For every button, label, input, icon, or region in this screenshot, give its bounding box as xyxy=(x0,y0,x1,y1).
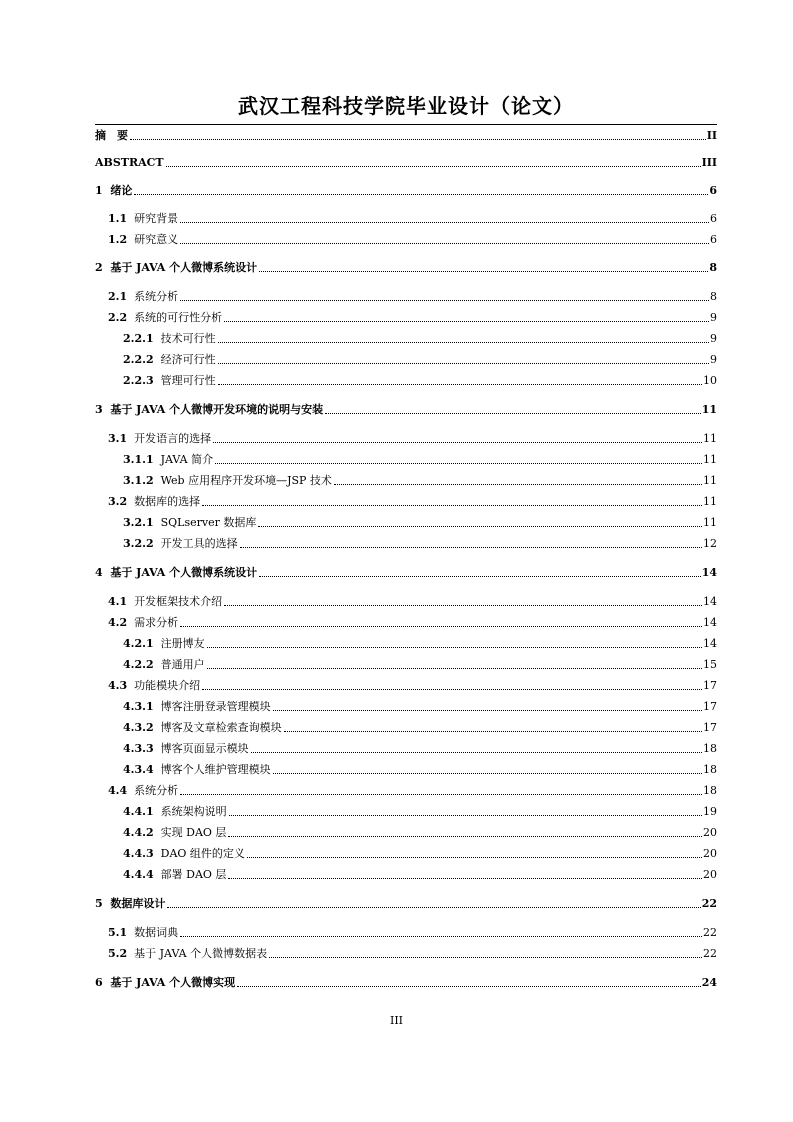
toc-entry-page: 22 xyxy=(703,947,717,960)
toc-entry[interactable] xyxy=(123,802,717,820)
toc-entry-page: III xyxy=(701,156,717,169)
toc-entry-title xyxy=(123,452,214,468)
toc-entry-page: 18 xyxy=(703,763,717,776)
toc-entry-title xyxy=(108,594,223,610)
toc-entry-number: 2.1 xyxy=(108,290,128,303)
toc-entry-text: 实现 DAO 层 xyxy=(160,826,227,839)
toc-entry[interactable] xyxy=(95,894,717,912)
toc-entry-number: 4.2 xyxy=(108,616,128,629)
toc-dot-leader xyxy=(284,731,702,732)
toc-entry-text: 开发工具的选择 xyxy=(160,537,238,550)
toc-dot-leader xyxy=(167,907,700,908)
toc-entry-text: 基于 JAVA 个人微博系统设计 xyxy=(110,261,258,274)
toc-entry-text: 基于 JAVA 个人微博实现 xyxy=(110,976,236,989)
toc-dot-leader xyxy=(269,957,702,958)
toc-entry-text: 系统分析 xyxy=(134,290,179,303)
toc-entry-text: 博客个人维护管理模块 xyxy=(160,763,271,776)
toc-entry[interactable] xyxy=(108,230,717,248)
toc-dot-leader xyxy=(224,321,709,322)
toc-entry-page: 11 xyxy=(703,474,717,487)
toc-entry-title xyxy=(95,975,236,991)
toc-entry-text: 经济可行性 xyxy=(160,353,216,366)
toc-entry[interactable] xyxy=(123,823,717,841)
toc-entry[interactable] xyxy=(95,153,717,171)
toc-entry-text: 注册博友 xyxy=(160,637,205,650)
toc-entry[interactable] xyxy=(108,944,717,962)
toc-entry[interactable] xyxy=(108,308,717,326)
toc-entry-title xyxy=(123,657,206,673)
toc-entry-text: 数据词典 xyxy=(134,926,179,939)
toc-entry[interactable] xyxy=(95,400,717,418)
toc-entry-page: 14 xyxy=(703,616,717,629)
toc-entry-number: 5.1 xyxy=(108,926,128,939)
toc-entry-number: 4.4.3 xyxy=(123,847,154,860)
toc-entry[interactable] xyxy=(108,613,717,631)
toc-dot-leader xyxy=(258,526,702,527)
toc-entry-text: 基于 JAVA 个人微博数据表 xyxy=(134,947,268,960)
toc-entry-page: 11 xyxy=(703,453,717,466)
toc-entry-text: 数据库的选择 xyxy=(134,495,201,508)
toc-dot-leader xyxy=(247,857,702,858)
toc-dot-leader xyxy=(229,815,702,816)
toc-entry-title xyxy=(95,128,129,144)
toc-entry[interactable] xyxy=(123,350,717,368)
toc-entry-number: 6 xyxy=(95,976,103,989)
toc-entry-text: JAVA 简介 xyxy=(160,453,214,466)
toc-entry[interactable] xyxy=(108,781,717,799)
toc-entry-number: 4.4.4 xyxy=(123,868,154,881)
toc-entry-number: 3.2.2 xyxy=(123,537,154,550)
toc-entry-number: 1.2 xyxy=(108,233,128,246)
toc-entry-page: 8 xyxy=(710,290,717,303)
toc-entry-number: 4.4 xyxy=(108,784,128,797)
toc-dot-leader xyxy=(224,605,702,606)
toc-entry[interactable] xyxy=(123,718,717,736)
toc-entry-page: 10 xyxy=(703,374,717,387)
toc-entry-page: 22 xyxy=(701,897,717,910)
toc-entry-page: 6 xyxy=(710,233,717,246)
toc-entry-page: 20 xyxy=(703,847,717,860)
toc-entry-page: 9 xyxy=(710,311,717,324)
toc-entry-title xyxy=(123,846,246,862)
toc-entry[interactable] xyxy=(123,844,717,862)
toc-entry-number: 1.1 xyxy=(108,212,128,225)
toc-dot-leader xyxy=(259,576,701,577)
toc-entry-text: 基于 JAVA 个人微博开发环境的说明与安装 xyxy=(110,403,324,416)
toc-entry-title xyxy=(123,804,228,820)
toc-entry-number: 3.1.2 xyxy=(123,474,154,487)
toc-entry-text: 开发语言的选择 xyxy=(134,432,212,445)
toc-entry[interactable] xyxy=(123,634,717,652)
toc-entry-text: 博客页面显示模块 xyxy=(160,742,249,755)
toc-entry-page: 11 xyxy=(703,432,717,445)
toc-entry-page: 15 xyxy=(703,658,717,671)
toc-entry-title xyxy=(123,867,227,883)
toc-entry-number: 4.2.1 xyxy=(123,637,154,650)
toc-entry[interactable] xyxy=(108,592,717,610)
toc-entry-text: 部署 DAO 层 xyxy=(160,868,227,881)
toc-entry-number: 4 xyxy=(95,566,103,579)
toc-entry-title xyxy=(108,946,268,962)
toc-dot-leader xyxy=(259,271,708,272)
toc-entry[interactable] xyxy=(108,209,717,227)
toc-entry-title xyxy=(95,896,166,912)
toc-entry-text: 研究意义 xyxy=(134,233,179,246)
toc-dot-leader xyxy=(334,484,702,485)
toc-entry[interactable] xyxy=(108,287,717,305)
toc-entry-page: 14 xyxy=(703,637,717,650)
toc-entry-page: 8 xyxy=(709,261,717,274)
toc-entry-text: 博客及文章检索查询模块 xyxy=(160,721,282,734)
toc-entry[interactable] xyxy=(123,471,717,489)
toc-entry[interactable] xyxy=(95,563,717,581)
toc-entry-text: 绪论 xyxy=(110,184,133,197)
toc-entry-page: 11 xyxy=(701,403,717,416)
toc-entry-text: 研究背景 xyxy=(134,212,179,225)
toc-entry[interactable] xyxy=(108,429,717,447)
toc-entry-number: 2.2.1 xyxy=(123,332,154,345)
toc-entry-page: 11 xyxy=(703,516,717,529)
toc-entry-text: 管理可行性 xyxy=(160,374,216,387)
toc-entry-page: 14 xyxy=(703,595,717,608)
toc-entry-text: 功能模块介绍 xyxy=(134,679,201,692)
toc-entry-page: 18 xyxy=(703,742,717,755)
toc-entry-page: 14 xyxy=(701,566,717,579)
toc-entry-number: 5 xyxy=(95,897,103,910)
toc-dot-leader xyxy=(180,936,702,937)
toc-entry-number: 4.3.4 xyxy=(123,763,154,776)
toc-entry-page: 12 xyxy=(703,537,717,550)
toc-entry[interactable] xyxy=(123,534,717,552)
toc-entry-number: 2.2 xyxy=(108,311,128,324)
toc-entry-page: 19 xyxy=(703,805,717,818)
toc-entry-number: 4.2.2 xyxy=(123,658,154,671)
toc-entry-title xyxy=(108,431,212,447)
toc-entry-text: 博客注册登录管理模块 xyxy=(160,700,271,713)
toc-entry-text: 摘 要 xyxy=(95,129,128,142)
toc-entry[interactable] xyxy=(95,181,717,199)
toc-entry-title xyxy=(95,565,258,581)
toc-entry-page: 17 xyxy=(703,721,717,734)
toc-dot-leader xyxy=(130,139,706,140)
toc-entry-title xyxy=(108,783,179,799)
toc-entry-number: 3.1.1 xyxy=(123,453,154,466)
toc-entry-number: 2.2.2 xyxy=(123,353,154,366)
toc-entry-title xyxy=(123,331,217,347)
toc-entry-number: 4.3.2 xyxy=(123,721,154,734)
toc-entry-title xyxy=(123,352,217,368)
toc-entry-text: 开发框架技术介绍 xyxy=(134,595,223,608)
toc-entry-title xyxy=(123,515,257,531)
toc-entry[interactable] xyxy=(108,492,717,510)
toc-dot-leader xyxy=(180,243,709,244)
toc-dot-leader xyxy=(240,547,702,548)
toc-entry-number: 3.2 xyxy=(108,495,128,508)
toc-entry-page: 24 xyxy=(701,976,717,989)
toc-entry-page: 17 xyxy=(703,700,717,713)
toc-entry-title xyxy=(123,473,333,489)
toc-entry[interactable] xyxy=(123,739,717,757)
toc-entry-text: DAO 组件的定义 xyxy=(160,847,245,860)
toc-dot-leader xyxy=(218,363,709,364)
toc-entry-title xyxy=(123,373,217,389)
toc-dot-leader xyxy=(213,442,702,443)
toc-entry-text: ABSTRACT xyxy=(95,156,164,169)
toc-dot-leader xyxy=(166,166,701,167)
toc-entry-page: 9 xyxy=(710,332,717,345)
toc-entry-text: 需求分析 xyxy=(134,616,179,629)
toc-entry-text: 数据库设计 xyxy=(110,897,166,910)
toc-dot-leader xyxy=(228,878,702,879)
toc-dot-leader xyxy=(325,413,701,414)
toc-entry-title xyxy=(95,183,133,199)
toc-entry-title xyxy=(108,678,201,694)
toc-entry[interactable] xyxy=(108,676,717,694)
toc-entry[interactable] xyxy=(95,973,717,991)
toc-dot-leader xyxy=(202,689,702,690)
toc-entry-title xyxy=(108,494,201,510)
toc-entry-page: 22 xyxy=(703,926,717,939)
toc-entry-title xyxy=(123,536,239,552)
toc-entry-title xyxy=(108,232,179,248)
toc-entry[interactable] xyxy=(123,865,717,883)
toc-dot-leader xyxy=(237,986,701,987)
toc-entry-page: 20 xyxy=(703,826,717,839)
document-header-title: 武汉工程科技学院毕业设计（论文） xyxy=(238,94,574,118)
toc-dot-leader xyxy=(180,626,702,627)
header-rule xyxy=(95,124,717,125)
toc-entry-title xyxy=(123,636,206,652)
toc-entry-title xyxy=(108,925,179,941)
toc-dot-leader xyxy=(180,300,709,301)
toc-entry-number: 4.3.1 xyxy=(123,700,154,713)
toc-entry-title xyxy=(123,720,283,736)
toc-entry-number: 2 xyxy=(95,261,103,274)
toc-entry-title xyxy=(95,402,324,418)
toc-entry[interactable] xyxy=(123,513,717,531)
toc-entry-number: 4.4.1 xyxy=(123,805,154,818)
toc-entry-number: 4.3.3 xyxy=(123,742,154,755)
toc-entry[interactable] xyxy=(123,450,717,468)
toc-entry-title xyxy=(108,310,223,326)
toc-dot-leader xyxy=(228,836,702,837)
toc-entry-page: 17 xyxy=(703,679,717,692)
toc-entry-title xyxy=(95,260,258,276)
toc-dot-leader xyxy=(134,194,708,195)
toc-dot-leader xyxy=(218,384,702,385)
toc-entry[interactable] xyxy=(123,760,717,778)
toc-dot-leader xyxy=(215,463,702,464)
toc-entry-number: 1 xyxy=(95,184,103,197)
toc-entry-number: 5.2 xyxy=(108,947,128,960)
toc-entry-title xyxy=(108,289,179,305)
toc-entry-page: 6 xyxy=(710,212,717,225)
toc-entry-page: 6 xyxy=(709,184,717,197)
toc-entry-number: 3 xyxy=(95,403,103,416)
toc-entry-text: 系统架构说明 xyxy=(160,805,227,818)
toc-entry-title xyxy=(123,825,227,841)
toc-dot-leader xyxy=(273,773,702,774)
toc-entry-number: 3.2.1 xyxy=(123,516,154,529)
toc-entry-title xyxy=(123,699,272,715)
toc-entry-number: 4.4.2 xyxy=(123,826,154,839)
toc-entry-page: 11 xyxy=(703,495,717,508)
toc-entry-page: 18 xyxy=(703,784,717,797)
toc-entry-page: II xyxy=(706,129,717,142)
toc-entry-text: 系统的可行性分析 xyxy=(134,311,223,324)
toc-dot-leader xyxy=(202,505,702,506)
toc-entry-number: 2.2.3 xyxy=(123,374,154,387)
toc-entry-title xyxy=(123,741,250,757)
toc-entry-text: 普通用户 xyxy=(160,658,205,671)
toc-entry[interactable] xyxy=(95,258,717,276)
toc-entry-text: 基于 JAVA 个人微博系统设计 xyxy=(110,566,258,579)
toc-entry-text: SQLserver 数据库 xyxy=(160,516,257,529)
toc-entry[interactable] xyxy=(123,329,717,347)
toc-dot-leader xyxy=(273,710,702,711)
toc-entry-number: 4.1 xyxy=(108,595,128,608)
toc-entry[interactable] xyxy=(123,371,717,389)
page-number: III xyxy=(389,1014,404,1027)
toc-dot-leader xyxy=(218,342,709,343)
toc-entry-title xyxy=(108,211,179,227)
toc-dot-leader xyxy=(180,794,702,795)
toc-entry-text: 技术可行性 xyxy=(160,332,216,345)
toc-entry-number: 4.3 xyxy=(108,679,128,692)
toc-entry-text: 系统分析 xyxy=(134,784,179,797)
toc-entry-title xyxy=(123,762,272,778)
toc-entry-number: 3.1 xyxy=(108,432,128,445)
toc-dot-leader xyxy=(251,752,702,753)
toc-entry[interactable] xyxy=(123,697,717,715)
toc-entry-title xyxy=(108,615,179,631)
toc-entry-title xyxy=(95,155,165,171)
toc-entry[interactable] xyxy=(108,923,717,941)
toc-dot-leader xyxy=(207,668,702,669)
toc-dot-leader xyxy=(180,222,709,223)
toc-entry-page: 9 xyxy=(710,353,717,366)
toc-entry-text: Web 应用程序开发环境—JSP 技术 xyxy=(160,474,332,487)
toc-entry[interactable] xyxy=(123,655,717,673)
toc-entry[interactable] xyxy=(95,126,717,144)
toc-entry-page: 20 xyxy=(703,868,717,881)
toc-dot-leader xyxy=(207,647,702,648)
